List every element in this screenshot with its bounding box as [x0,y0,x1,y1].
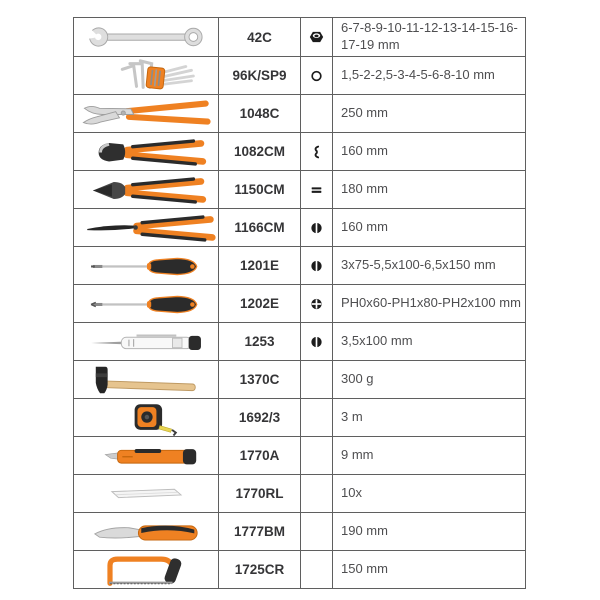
symbol-cell [300,475,332,512]
tool-code: 1166CM [218,209,300,246]
hex-nut-icon [309,29,324,45]
symbol-cell [300,399,332,436]
tool-spec: 3,5x100 mm [332,323,525,360]
symbol-cell [300,57,332,94]
tool-spec: 190 mm [332,513,525,550]
tool-image-cell [74,133,218,170]
tool-image-cell [74,285,218,322]
tool-image-cell [74,95,218,132]
tool-image-cell [74,18,218,56]
slip-joint-pliers-image [76,96,216,132]
slot-icon [309,220,324,236]
tool-image-cell [74,513,218,550]
tool-code: 1692/3 [218,399,300,436]
table-row [74,246,525,284]
table-row [74,208,525,246]
tool-code: 1082CM [218,133,300,170]
hammer-image [76,362,216,398]
tool-spec: 10x [332,475,525,512]
slotted-screwdriver-image [76,248,216,284]
tool-code: 1770A [218,437,300,474]
tool-spec-table [73,17,526,589]
voltage-tester-image [76,324,216,360]
symbol-cell [300,209,332,246]
spare-blades-image [76,476,216,512]
flats-icon [309,182,324,198]
electricians-knife-image [76,514,216,550]
table-row [74,550,525,588]
tool-image-cell [74,399,218,436]
tool-image-cell [74,475,218,512]
symbol-cell [300,323,332,360]
tool-spec: 250 mm [332,95,525,132]
tool-code: 1048C [218,95,300,132]
symbol-cell [300,18,332,56]
tool-spec: 3x75-5,5x100-6,5x150 mm [332,247,525,284]
slot-icon [309,334,324,350]
measuring-tape-image [76,400,216,436]
symbol-cell [300,285,332,322]
tool-spec: 9 mm [332,437,525,474]
table-row [74,94,525,132]
table-row [74,170,525,208]
tool-spec: 160 mm [332,209,525,246]
utility-knife-image [76,438,216,474]
symbol-cell [300,95,332,132]
tool-code: 96K/SP9 [218,57,300,94]
slot-icon [309,258,324,274]
combination-pliers-image [76,172,216,208]
tool-code: 1777BM [218,513,300,550]
symbol-cell [300,513,332,550]
table-row [74,284,525,322]
tool-spec: 1,5-2-2,5-3-4-5-6-8-10 mm [332,57,525,94]
tool-spec: PH0x60-PH1x80-PH2x100 mm [332,285,525,322]
tool-image-cell [74,247,218,284]
table-row [74,18,525,56]
table-row [74,56,525,94]
tool-spec: 3 m [332,399,525,436]
symbol-cell [300,247,332,284]
tool-code: 1150CM [218,171,300,208]
tool-image-cell [74,171,218,208]
long-needle-nose-pliers-image [76,210,216,246]
tool-image-cell [74,361,218,398]
tool-code: 1202E [218,285,300,322]
table-row [74,474,525,512]
tool-spec: 150 mm [332,551,525,588]
phillips-icon [309,296,324,312]
phillips-screwdriver-image [76,286,216,322]
table-row [74,398,525,436]
cutter-icon [309,144,324,160]
tool-code: 1725CR [218,551,300,588]
table-row [74,436,525,474]
tool-spec: 180 mm [332,171,525,208]
table-row [74,132,525,170]
diagonal-cutting-nippers-image [76,134,216,170]
symbol-cell [300,361,332,398]
symbol-cell [300,133,332,170]
ring-icon [309,68,324,84]
tool-code: 1370C [218,361,300,398]
tool-spec: 300 g [332,361,525,398]
hex-key-set-image [76,58,216,94]
table-row [74,512,525,550]
combination-wrench-image [76,19,216,55]
tool-code: 1201E [218,247,300,284]
junior-hacksaw-image [76,552,216,588]
tool-image-cell [74,323,218,360]
tool-spec: 160 mm [332,133,525,170]
tool-code: 1770RL [218,475,300,512]
tool-image-cell [74,551,218,588]
table-row [74,322,525,360]
symbol-cell [300,551,332,588]
tool-spec: 6-7-8-9-10-11-12-13-14-15-16-17-19 mm [332,18,525,56]
tool-code: 42C [218,18,300,56]
table-row [74,360,525,398]
tool-image-cell [74,57,218,94]
symbol-cell [300,171,332,208]
tool-code: 1253 [218,323,300,360]
symbol-cell [300,437,332,474]
tool-image-cell [74,209,218,246]
tool-image-cell [74,437,218,474]
